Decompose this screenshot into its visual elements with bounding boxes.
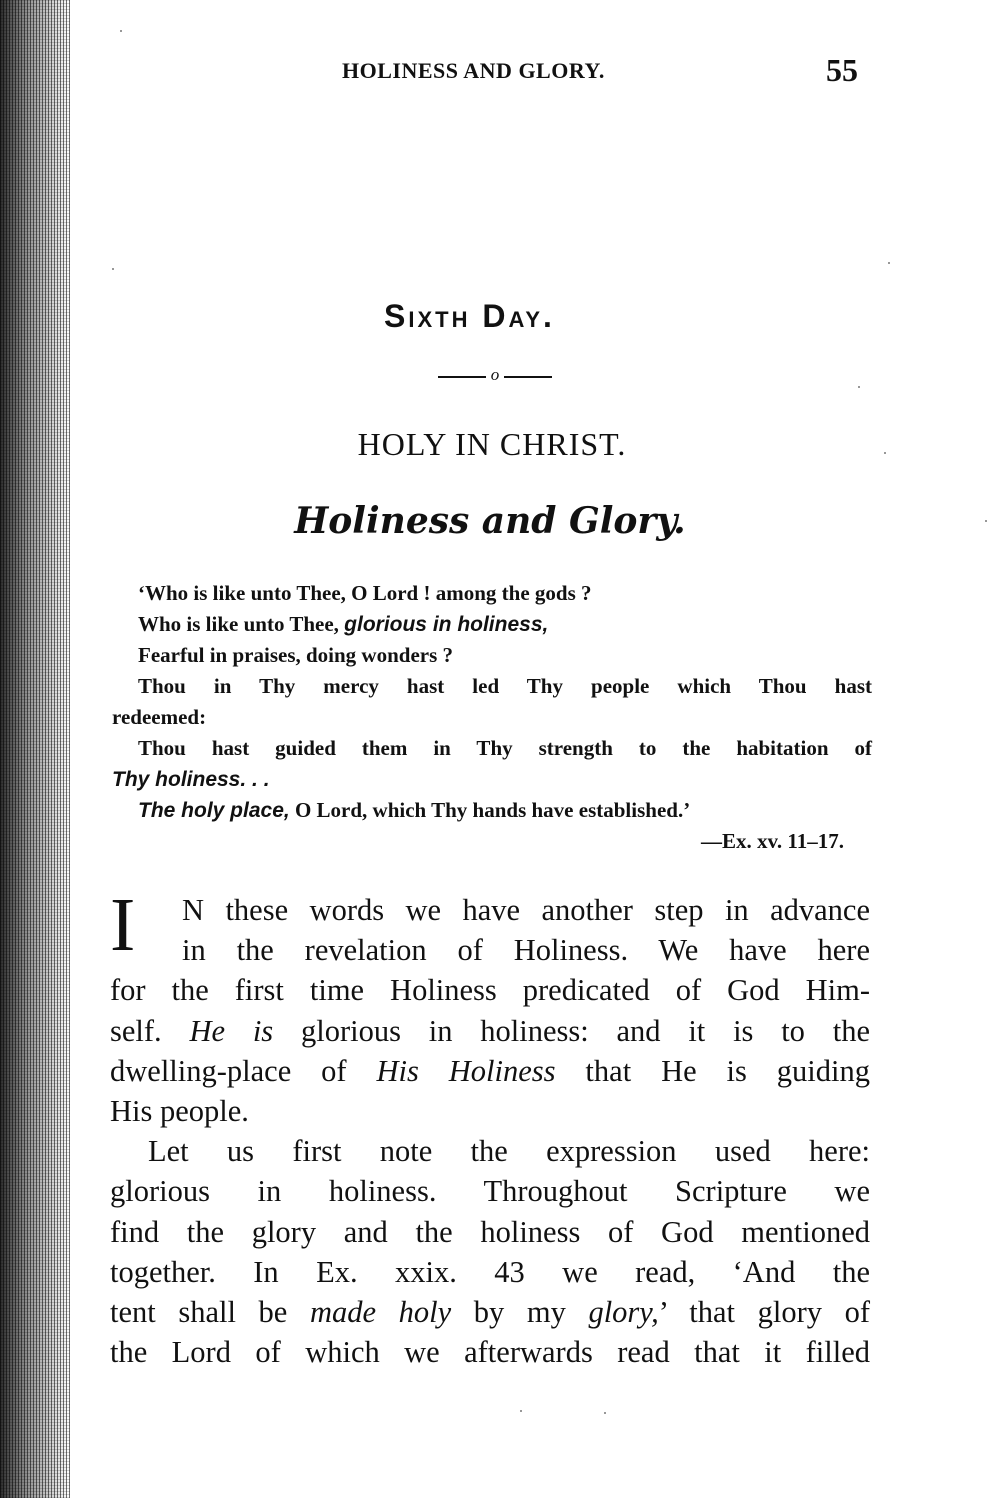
chapter-title: [0, 426, 1000, 463]
scanned-page-edge: [0, 0, 70, 1498]
divider-rule-left: [438, 376, 486, 378]
body-line: [110, 1011, 870, 1051]
body-text-run: tent shall be: [110, 1294, 310, 1329]
epigraph-line: Thy holiness. . .: [112, 768, 270, 791]
epigraph-line: ‘Who is like unto Thee, O Lord ! among the gods ?: [138, 581, 592, 605]
speck: [604, 1412, 606, 1414]
speck: [120, 30, 122, 32]
epigraph-italic: glorious in holiness,: [344, 613, 549, 636]
body-text: [110, 883, 871, 1372]
divider-mark: o: [490, 365, 500, 384]
body-text-run: by my: [451, 1294, 589, 1329]
body-line: find the glory and the holiness of God mentioned: [110, 1214, 870, 1249]
body-line: Let us first note the expression used here:: [148, 1134, 870, 1169]
body-line: together. In Ex. xxix. 43 we read, ‘And the: [110, 1254, 870, 1289]
body-line: His people.: [110, 1093, 249, 1128]
divider-rule-right: [504, 376, 552, 378]
speck: [884, 452, 886, 454]
day-heading: Sixth Day.: [384, 298, 555, 334]
epigraph-line: [112, 795, 872, 826]
page-number: 55: [826, 52, 858, 88]
chapter-title-text: HOLY IN CHRIST.: [357, 426, 627, 462]
scripture-reference: —Ex. xv. 11–17.: [701, 829, 844, 853]
body-line: glorious in holiness. Throughout Scripture we: [110, 1174, 870, 1209]
speck: [858, 386, 860, 388]
speck: [520, 1410, 522, 1412]
body-text-run: that He is guiding: [555, 1053, 871, 1088]
body-text-run: ’ that glory of: [658, 1294, 870, 1329]
body-text-run: dwelling-place of: [110, 1053, 377, 1088]
body-line: [110, 1292, 870, 1332]
speck: [985, 520, 987, 522]
body-line: N these words we have another step in advance: [182, 893, 870, 927]
chapter-subtitle: [0, 500, 1000, 542]
body-italic: His Holiness: [376, 1053, 556, 1088]
epigraph-line: redeemed:: [112, 705, 207, 729]
drop-cap: I: [110, 883, 136, 967]
running-head: HOLINESS AND GLORY.: [342, 58, 605, 83]
epigraph-text: Who is like unto Thee,: [138, 612, 345, 636]
body-line: [110, 1051, 870, 1091]
body-line: for the first time Holiness predicated of God Him-: [110, 973, 870, 1008]
epigraph: [112, 578, 872, 857]
body-text-run: self.: [110, 1013, 190, 1048]
epigraph-line: Thou in Thy mercy hast led Thy people which Thou hast: [138, 674, 872, 698]
epigraph-text: O Lord, which Thy hands have established.’: [289, 798, 691, 822]
body-line: in the revelation of Holiness. We have here: [182, 933, 870, 968]
epigraph-line: [112, 609, 872, 640]
epigraph-italic: The holy place,: [138, 799, 290, 822]
body-italic: made holy: [309, 1294, 452, 1329]
body-italic: He is: [189, 1013, 274, 1048]
chapter-subtitle-text: Holiness and Glory.: [294, 500, 686, 542]
body-italic: glory,: [588, 1294, 659, 1329]
epigraph-line: Thou hast guided them in Thy strength to the habitation of: [138, 736, 872, 760]
body-text-run: glorious in holiness: and it is to the: [273, 1013, 870, 1048]
ornamental-divider: [438, 366, 552, 386]
epigraph-line: Fearful in praises, doing wonders ?: [138, 643, 454, 667]
speck: [112, 268, 114, 270]
speck: [888, 262, 890, 264]
body-line: the Lord of which we afterwards read that it filled: [110, 1335, 870, 1370]
